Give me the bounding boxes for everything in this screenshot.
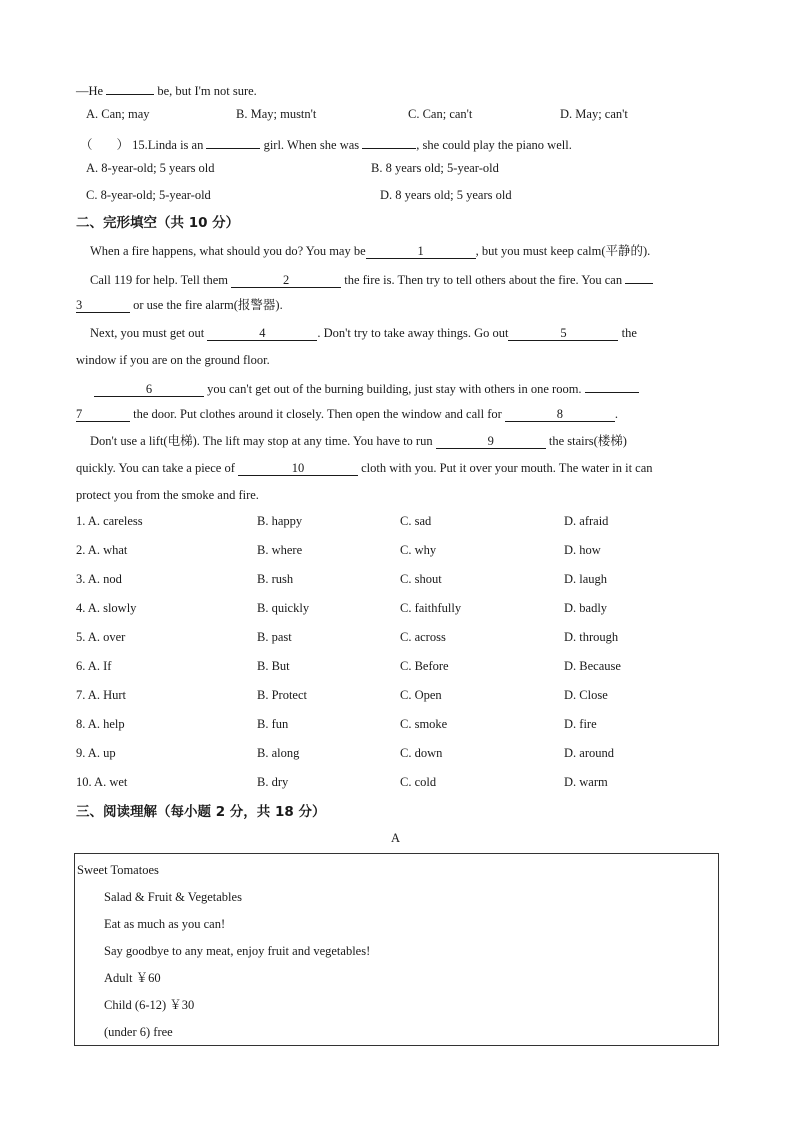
passage-text: Don't use a lift(电梯). The lift may stop at any time. You have to run bbox=[90, 434, 433, 448]
choice-q2-a[interactable]: 2. A. what bbox=[76, 543, 128, 557]
choice-q3-d[interactable]: D. laugh bbox=[564, 572, 608, 586]
q15-stem-b: girl. When she was bbox=[263, 138, 360, 152]
passage-text: you can't get out of the burning building, just stay with others in one room. bbox=[207, 382, 582, 396]
passage-line-5: window if you are on the ground floor. bbox=[76, 353, 270, 367]
passage-text: the stairs(楼梯) bbox=[548, 434, 627, 448]
passage-line-4 bbox=[90, 324, 637, 342]
passage-text: . bbox=[614, 407, 619, 421]
choice-q3-b[interactable]: B. rush bbox=[257, 572, 294, 586]
choice-q2-b[interactable]: B. where bbox=[257, 543, 303, 557]
choice-q3-a[interactable]: 3. A. nod bbox=[76, 572, 122, 586]
passage-line-7 bbox=[76, 405, 618, 423]
q15-blank-1 bbox=[206, 134, 260, 149]
passage-text: . Don't try to take away things. Go out bbox=[317, 326, 509, 340]
choice-q4-b[interactable]: B. quickly bbox=[257, 601, 310, 615]
choice-q6-c[interactable]: C. Before bbox=[400, 659, 449, 673]
choice-q7-d[interactable]: D. Close bbox=[564, 688, 608, 702]
choice-q4-d[interactable]: D. badly bbox=[564, 601, 608, 615]
choice-q10-d[interactable]: D. warm bbox=[564, 775, 608, 789]
choice-q5-d[interactable]: D. through bbox=[564, 630, 619, 644]
passage-text: cloth with you. Put it over your mouth. The water in it can bbox=[361, 461, 653, 475]
choice-q8-d[interactable]: D. fire bbox=[564, 717, 597, 731]
choice-q7-a[interactable]: 7. A. Hurt bbox=[76, 688, 126, 702]
blank-10: 10 bbox=[238, 461, 358, 476]
ad-name: Sweet Tomatoes bbox=[77, 863, 159, 877]
ad-price-under6: (under 6) free bbox=[104, 1025, 173, 1039]
blank-3: 3 bbox=[76, 298, 130, 313]
choice-q5-c[interactable]: C. across bbox=[400, 630, 446, 644]
choice-q6-d[interactable]: D. Because bbox=[564, 659, 621, 673]
choice-q9-a[interactable]: 9. A. up bbox=[76, 746, 116, 760]
passage-text: Call 119 for help. Tell them bbox=[90, 273, 228, 287]
choice-q4-c[interactable]: C. faithfully bbox=[400, 601, 462, 615]
blank-6: 6 bbox=[94, 382, 204, 397]
passage-text: quickly. You can take a piece of bbox=[76, 461, 235, 475]
passage-text: the fire is. Then try to tell others about the fire. You can bbox=[344, 273, 623, 287]
choice-q1-c[interactable]: C. sad bbox=[400, 514, 432, 528]
choice-q10-a[interactable]: 10. A. wet bbox=[76, 775, 128, 789]
q15-blank-2 bbox=[362, 134, 416, 149]
section-2-title: 二、完形填空（共 10 分） bbox=[76, 215, 240, 231]
passage-line-6 bbox=[94, 378, 639, 396]
choice-q4-a[interactable]: 4. A. slowly bbox=[76, 601, 137, 615]
passage-line-8 bbox=[90, 432, 627, 450]
blank-2: 2 bbox=[231, 273, 341, 288]
choice-q7-b[interactable]: B. Protect bbox=[257, 688, 307, 702]
choice-q9-c[interactable]: C. down bbox=[400, 746, 443, 760]
q15-option-d[interactable]: D. 8 years old; 5 years old bbox=[380, 188, 512, 202]
choice-q10-c[interactable]: C. cold bbox=[400, 775, 437, 789]
passage-text: the door. Put clothes around it closely. Then open the window and call for bbox=[133, 407, 502, 421]
passage-line-9 bbox=[76, 459, 653, 477]
passage-line-2 bbox=[90, 269, 653, 287]
choice-q10-b[interactable]: B. dry bbox=[257, 775, 289, 789]
choice-q8-a[interactable]: 8. A. help bbox=[76, 717, 125, 731]
choice-q5-b[interactable]: B. past bbox=[257, 630, 292, 644]
ad-box bbox=[74, 853, 719, 1046]
choice-q1-d[interactable]: D. afraid bbox=[564, 514, 609, 528]
ad-line-3: Say goodbye to any meat, enjoy fruit and vegetables! bbox=[104, 944, 371, 958]
q15-stem bbox=[80, 134, 572, 152]
choice-q6-b[interactable]: B. But bbox=[257, 659, 290, 673]
choice-q1-b[interactable]: B. happy bbox=[257, 514, 303, 528]
blank-9: 9 bbox=[436, 434, 546, 449]
blank-3-start bbox=[625, 269, 653, 284]
q15-stem-a: 15.Linda is an bbox=[132, 138, 204, 152]
ad-price-adult: Adult ￥60 bbox=[104, 971, 161, 985]
passage-text: or use the fire alarm(报警器). bbox=[133, 298, 283, 312]
blank-7-start bbox=[585, 378, 639, 393]
section-3-title: 三、阅读理解（每小题 2 分，共 18 分） bbox=[76, 804, 326, 820]
ad-line-1: Salad & Fruit & Vegetables bbox=[104, 890, 242, 904]
q14-stem bbox=[76, 80, 257, 98]
q15-stem-c: , she could play the piano well. bbox=[416, 138, 572, 152]
choice-q8-b[interactable]: B. fun bbox=[257, 717, 289, 731]
blank-8: 8 bbox=[505, 407, 615, 422]
q15-option-c[interactable]: C. 8-year-old; 5-year-old bbox=[86, 188, 211, 202]
passage-line-1 bbox=[90, 242, 650, 260]
passage-label: A bbox=[391, 831, 401, 845]
blank-1: 1 bbox=[366, 244, 476, 259]
blank-5: 5 bbox=[508, 326, 618, 341]
q15-paren-close: ） bbox=[116, 138, 130, 152]
ad-price-child: Child (6-12) ￥30 bbox=[104, 998, 195, 1012]
blank-4: 4 bbox=[207, 326, 317, 341]
q14-stem-rest: be, but I'm not sure. bbox=[157, 84, 257, 98]
choice-q3-c[interactable]: C. shout bbox=[400, 572, 442, 586]
passage-text: the bbox=[621, 326, 637, 340]
choice-q1-a[interactable]: 1. A. careless bbox=[76, 514, 143, 528]
choice-q7-c[interactable]: C. Open bbox=[400, 688, 442, 702]
choice-q8-c[interactable]: C. smoke bbox=[400, 717, 448, 731]
q14-blank bbox=[106, 80, 154, 95]
choice-q9-b[interactable]: B. along bbox=[257, 746, 300, 760]
passage-text: , but you must keep calm(平静的). bbox=[475, 244, 651, 258]
choice-q2-c[interactable]: C. why bbox=[400, 543, 437, 557]
q14-option-d[interactable]: D. May; can't bbox=[560, 107, 628, 121]
q15-option-b[interactable]: B. 8 years old; 5-year-old bbox=[371, 161, 499, 175]
choice-q5-a[interactable]: 5. A. over bbox=[76, 630, 126, 644]
q14-option-c[interactable]: C. Can; can't bbox=[408, 107, 473, 121]
choice-q9-d[interactable]: D. around bbox=[564, 746, 614, 760]
blank-7: 7 bbox=[76, 407, 130, 422]
q14-dash: —He bbox=[76, 84, 104, 98]
q14-option-b[interactable]: B. May; mustn't bbox=[236, 107, 317, 121]
q14-option-a[interactable]: A. Can; may bbox=[86, 107, 150, 121]
ad-line-2: Eat as much as you can! bbox=[104, 917, 226, 931]
choice-q6-a[interactable]: 6. A. If bbox=[76, 659, 112, 673]
q15-option-a[interactable]: A. 8-year-old; 5 years old bbox=[86, 161, 215, 175]
passage-text: When a fire happens, what should you do? You may be bbox=[90, 244, 366, 258]
choice-q2-d[interactable]: D. how bbox=[564, 543, 601, 557]
passage-text: Next, you must get out bbox=[90, 326, 205, 340]
q15-paren-open: （ bbox=[80, 138, 93, 152]
passage-line-10: protect you from the smoke and fire. bbox=[76, 488, 259, 502]
passage-line-3 bbox=[76, 296, 283, 314]
